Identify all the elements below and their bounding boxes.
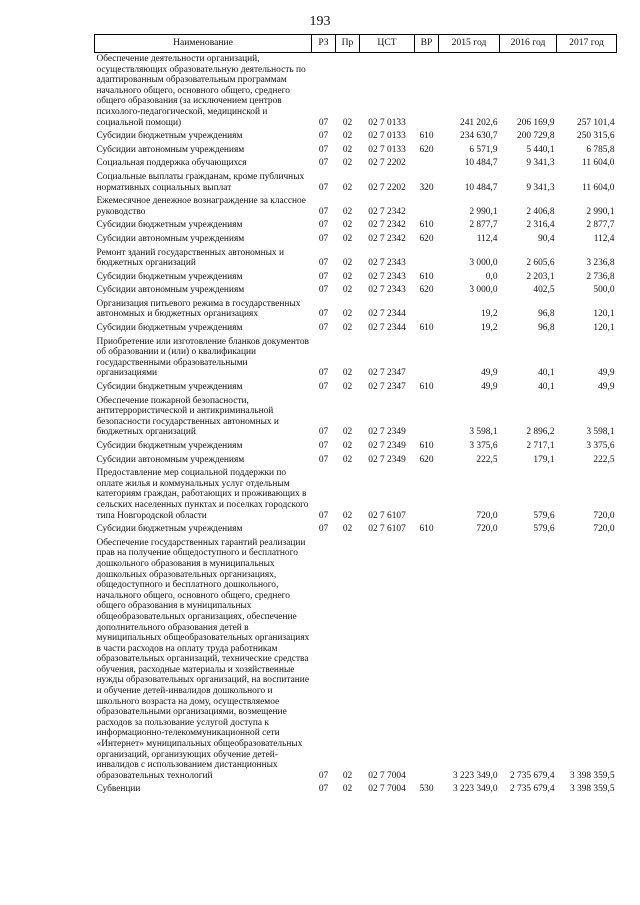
row-cst: 02 7 6107 <box>368 510 406 521</box>
row-rz: 07 <box>318 158 329 169</box>
row-cst: 02 7 2343 <box>368 258 406 269</box>
row-rz: 07 <box>318 233 329 244</box>
row-pr: 02 <box>342 285 353 296</box>
row-pr: 02 <box>342 510 353 521</box>
row-name: Ежемесячное денежное вознаграждение за классное руководство <box>96 196 306 217</box>
row-name: Субсидии автономным учреждениям <box>96 285 245 296</box>
row-pr: 02 <box>342 206 353 217</box>
row-rz: 07 <box>318 285 329 296</box>
row-2015: 3 000,0 <box>469 285 498 296</box>
row-vr: 620 <box>419 454 434 465</box>
row-2015: 720,0 <box>476 524 498 535</box>
row-vr <box>415 336 439 381</box>
row-pr: 02 <box>342 524 353 535</box>
row-2016: 2 203,1 <box>526 271 555 282</box>
row-vr: 610 <box>419 271 434 282</box>
row-pr: 02 <box>342 323 353 334</box>
row-rz: 07 <box>318 524 329 535</box>
row-cst: 02 7 2343 <box>368 285 406 296</box>
table-row <box>95 336 617 381</box>
row-2015: 3 375,6 <box>469 441 498 451</box>
row-2017: 3 398 359,5 <box>569 770 615 781</box>
row-pr: 02 <box>342 770 353 781</box>
table-row <box>95 144 617 158</box>
row-cst: 02 7 2202 <box>368 158 406 169</box>
row-2016: 5 440,1 <box>526 144 555 155</box>
header-name: Наименование <box>95 35 312 53</box>
row-2017: 11 604,0 <box>582 158 615 169</box>
row-pr: 02 <box>342 368 353 379</box>
row-2016: 2 605,6 <box>526 258 555 269</box>
row-2015: 10 484,7 <box>464 182 498 193</box>
row-rz: 07 <box>318 182 329 193</box>
table-row <box>95 537 617 784</box>
row-name: Предоставление мер социальной поддержки по оплате жилья и коммунальных услуг отдельным категориям граждан, работающих и проживающих в сельских населенных пунктах и поселках городского типа Новгородской области <box>96 468 309 521</box>
table-row <box>95 467 617 523</box>
row-2017: 720,0 <box>593 510 615 521</box>
row-vr: 620 <box>419 144 434 155</box>
row-rz: 07 <box>318 309 329 320</box>
row-vr <box>415 195 439 219</box>
row-name: Субсидии автономным учреждениям <box>96 454 245 465</box>
row-2015: 241 202,6 <box>460 117 498 128</box>
row-name: Социальная поддержка обучающихся <box>96 158 247 169</box>
row-2017: 49,9 <box>598 368 615 379</box>
row-cst: 02 7 2343 <box>368 271 406 282</box>
table-row <box>95 454 617 468</box>
row-pr: 02 <box>342 131 353 142</box>
row-name: Социальные выплаты гражданам, кроме публичных нормативных социальных выплат <box>96 171 305 193</box>
row-rz: 07 <box>318 131 329 142</box>
page-number: 193 <box>309 14 331 29</box>
row-2017: 2 736,8 <box>586 271 615 282</box>
row-vr <box>415 247 439 271</box>
row-cst: 02 7 2344 <box>368 309 406 320</box>
row-2016: 96,8 <box>538 309 555 320</box>
row-rz: 07 <box>318 271 329 282</box>
header-cst: ЦСТ <box>360 35 415 53</box>
row-2017: 500,0 <box>593 285 615 296</box>
row-rz: 07 <box>318 117 329 128</box>
row-name: Субсидии бюджетным учреждениям <box>96 220 243 231</box>
row-2015: 6 571,9 <box>469 144 498 155</box>
row-vr: 530 <box>419 784 434 795</box>
table-row <box>95 219 617 233</box>
row-vr: 320 <box>419 182 434 193</box>
row-pr: 02 <box>342 182 353 193</box>
table-header-row <box>95 35 617 53</box>
row-2017: 250 315,6 <box>577 131 615 142</box>
row-name: Субсидии автономным учреждениям <box>96 144 245 155</box>
row-rz: 07 <box>318 368 329 379</box>
row-vr <box>415 53 439 131</box>
row-pr: 02 <box>342 427 353 438</box>
row-2015: 3 223 349,0 <box>452 784 498 795</box>
header-vr: ВР <box>415 35 439 53</box>
row-pr: 02 <box>342 271 353 282</box>
row-2016: 206 169,9 <box>517 117 555 128</box>
row-2016: 40,1 <box>538 368 555 379</box>
row-vr: 610 <box>419 131 434 142</box>
row-2016: 579,6 <box>533 510 555 521</box>
row-2015: 0,0 <box>485 271 498 282</box>
row-pr: 02 <box>342 309 353 320</box>
row-cst: 02 7 7004 <box>368 784 406 795</box>
row-cst: 02 7 0133 <box>368 131 406 142</box>
row-2017: 112,4 <box>593 233 615 244</box>
table-row <box>95 523 617 537</box>
row-rz: 07 <box>318 144 329 155</box>
header-rz: РЗ <box>312 35 336 53</box>
row-2016: 2 316,4 <box>526 220 555 231</box>
row-rz: 07 <box>318 382 329 393</box>
table-row <box>95 783 617 797</box>
row-2015: 2 877,7 <box>469 220 498 231</box>
row-2017: 222,5 <box>593 454 615 465</box>
row-2015: 49,9 <box>481 382 498 393</box>
row-2016: 200 729,8 <box>517 131 555 142</box>
row-name: Организация питьевого режима в государственных автономных и бюджетных организациях <box>96 298 301 320</box>
row-2016: 2 896,2 <box>526 427 555 438</box>
header-2015: 2015 год <box>439 35 500 53</box>
table-row <box>95 53 617 131</box>
table-row <box>95 395 617 440</box>
row-2016: 2 717,1 <box>526 441 555 451</box>
row-2015: 720,0 <box>476 510 498 521</box>
row-rz: 07 <box>318 770 329 781</box>
row-name: Субсидии бюджетным учреждениям <box>96 382 243 393</box>
row-cst: 02 7 2342 <box>368 206 406 217</box>
row-vr: 610 <box>419 220 434 231</box>
row-vr: 610 <box>419 441 434 451</box>
row-cst: 02 7 2342 <box>368 233 406 244</box>
table-row <box>95 233 617 247</box>
row-cst: 02 7 2342 <box>368 220 406 231</box>
row-vr: 610 <box>419 323 434 334</box>
header-2016: 2016 год <box>500 35 557 53</box>
row-cst: 02 7 2347 <box>368 382 406 393</box>
row-pr: 02 <box>342 258 353 269</box>
row-vr <box>415 395 439 440</box>
row-vr: 610 <box>419 524 434 535</box>
row-rz: 07 <box>318 258 329 269</box>
row-cst: 02 7 7004 <box>368 770 406 781</box>
table-row <box>95 322 617 336</box>
row-cst: 02 7 2344 <box>368 323 406 334</box>
row-name: Субсидии бюджетным учреждениям <box>96 524 243 535</box>
row-2015: 3 223 349,0 <box>452 770 498 781</box>
row-name: Приобретение или изготовление бланков документов об образовании и (или) о квалификации государственными образовательными организациями <box>96 336 309 379</box>
row-2015: 2 990,1 <box>469 206 498 217</box>
row-vr <box>415 537 439 784</box>
table-row <box>95 284 617 298</box>
row-2017: 3 598,1 <box>586 427 615 438</box>
budget-table <box>94 34 617 797</box>
row-cst: 02 7 0133 <box>368 144 406 155</box>
table-row <box>95 195 617 219</box>
row-rz: 07 <box>318 206 329 217</box>
row-2017: 11 604,0 <box>582 182 615 193</box>
row-rz: 07 <box>318 441 329 451</box>
row-rz: 07 <box>318 427 329 438</box>
row-rz: 07 <box>318 220 329 231</box>
row-2017: 49,9 <box>598 382 615 393</box>
row-2016: 2 406,8 <box>526 206 555 217</box>
table-row <box>95 381 617 395</box>
table-row <box>95 247 617 271</box>
row-vr <box>415 467 439 523</box>
row-pr: 02 <box>342 233 353 244</box>
row-2015: 3 598,1 <box>469 427 498 438</box>
row-2017: 2 990,1 <box>586 206 615 217</box>
row-pr: 02 <box>342 158 353 169</box>
row-name: Обеспечение пожарной безопасности, антитеррористической и антикриминальной безопасности государственных автономных и бюджетных организаций <box>96 395 279 438</box>
row-2015: 19,2 <box>481 323 498 334</box>
row-2015: 222,5 <box>476 454 498 465</box>
row-2015: 112,4 <box>476 233 498 244</box>
row-2017: 120,1 <box>593 323 615 334</box>
row-rz: 07 <box>318 323 329 334</box>
row-2017: 257 101,4 <box>577 117 615 128</box>
row-2015: 10 484,7 <box>464 158 498 169</box>
row-2016: 579,6 <box>533 524 555 535</box>
row-cst: 02 7 2349 <box>368 441 406 451</box>
row-2016: 9 341,3 <box>526 158 555 169</box>
row-vr: 620 <box>419 285 434 296</box>
table-row <box>95 157 617 171</box>
table-row <box>95 298 617 322</box>
table-row <box>95 171 617 195</box>
row-name: Субсидии бюджетным учреждениям <box>96 441 243 451</box>
header-2017: 2017 год <box>557 35 617 53</box>
row-name: Субсидии автономным учреждениям <box>96 233 245 244</box>
row-2016: 179,1 <box>533 454 555 465</box>
row-cst: 02 7 0133 <box>368 117 406 128</box>
row-2016: 2 735 679,4 <box>509 770 555 781</box>
row-2017: 2 877,7 <box>586 220 615 231</box>
row-2017: 3 398 359,5 <box>569 784 615 795</box>
row-cst: 02 7 2349 <box>368 427 406 438</box>
row-pr: 02 <box>342 441 353 451</box>
row-name: Обеспечение государственных гарантий реализации прав на получение общедоступного и бесплатного дошкольного образования в муниципальных дошкольных образовательных организациях, общедоступного и бесплатного дошкольного, начального общего, основного общего, среднего общего образования в муниципальных общеобразовательных организациях, обеспечение дополнительного образования детей в муниципальных общеобразовательных организациях в части расходов на оплату труда работникам образовательных организаций, технические средства обучения, расходные материалы и хозяйственные нужды образовательных организаций, на воспитание и обучение детей-инвалидов дошкольного и школьного возраста на дому, осуществляемое образовательными организациями, возмещение расходов за пользование услугой доступа к информационно-телекоммуникационной сети «Интернет» муниципальных общеобразовательных организаций, организующих обучение детей-инвалидов с использованием дистанционных образовательных технологий <box>96 537 310 781</box>
row-name: Субвенции <box>96 784 141 795</box>
table-body <box>95 53 617 798</box>
row-2017: 6 785,8 <box>586 144 615 155</box>
row-2016: 402,5 <box>533 285 555 296</box>
row-cst: 02 7 2202 <box>368 182 406 193</box>
table-row <box>95 130 617 144</box>
row-cst: 02 7 2349 <box>368 454 406 465</box>
row-2015: 234 630,7 <box>460 131 498 142</box>
table-row <box>95 440 617 454</box>
row-cst: 02 7 6107 <box>368 524 406 535</box>
row-2016: 90,4 <box>538 233 555 244</box>
row-2017: 120,1 <box>593 309 615 320</box>
row-name: Ремонт зданий государственных автономных и бюджетных организаций <box>96 247 284 269</box>
row-pr: 02 <box>342 454 353 465</box>
row-pr: 02 <box>342 382 353 393</box>
row-name: Субсидии бюджетным учреждениям <box>96 323 243 334</box>
row-vr <box>415 298 439 322</box>
row-2016: 96,8 <box>538 323 555 334</box>
row-cst: 02 7 2347 <box>368 368 406 379</box>
row-2017: 3 236,8 <box>586 258 615 269</box>
row-vr: 620 <box>419 233 434 244</box>
row-name: Обеспечение деятельности организаций, осуществляющих образовательную деятельность по адаптированным образовательным программам начального общего, основного общего, среднего общего образования (за исключением центров психолого-педагогической, медицинской и социальной помощи) <box>96 54 306 128</box>
row-2015: 49,9 <box>481 368 498 379</box>
row-rz: 07 <box>318 510 329 521</box>
row-2017: 3 375,6 <box>586 441 615 451</box>
row-2016: 2 735 679,4 <box>509 784 555 795</box>
row-2016: 9 341,3 <box>526 182 555 193</box>
row-rz: 07 <box>318 784 329 795</box>
row-pr: 02 <box>342 784 353 795</box>
row-name: Субсидии бюджетным учреждениям <box>96 131 243 142</box>
header-pr: Пр <box>336 35 360 53</box>
row-2015: 3 000,0 <box>469 258 498 269</box>
table-row <box>95 271 617 285</box>
row-2015: 19,2 <box>481 309 498 320</box>
row-pr: 02 <box>342 117 353 128</box>
row-pr: 02 <box>342 220 353 231</box>
row-2016: 40,1 <box>538 382 555 393</box>
row-rz: 07 <box>318 454 329 465</box>
row-pr: 02 <box>342 144 353 155</box>
row-vr: 610 <box>419 382 434 393</box>
row-2017: 720,0 <box>593 524 615 535</box>
row-name: Субсидии бюджетным учреждениям <box>96 271 243 282</box>
row-vr <box>415 157 439 171</box>
